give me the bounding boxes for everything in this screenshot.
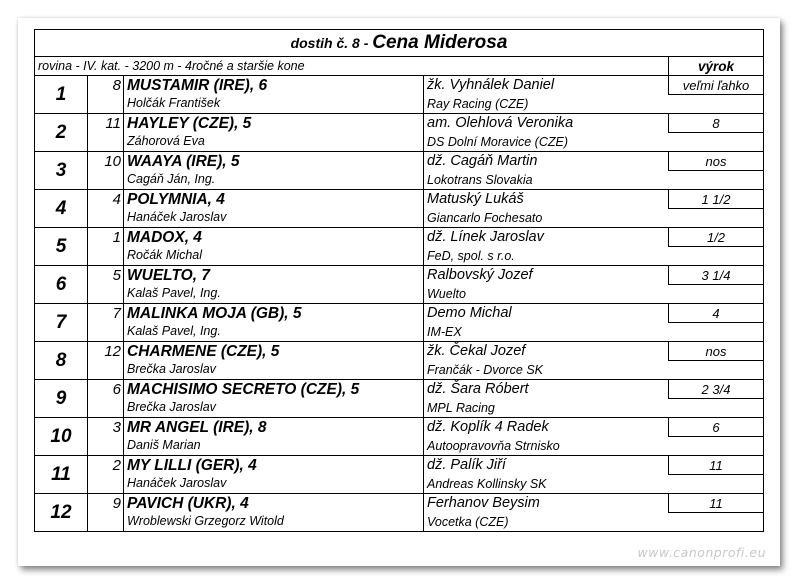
number-spacer — [88, 133, 124, 152]
horse-name: WAAYA (IRE), 5 — [124, 152, 424, 171]
jockey-name: dž. Cagáň Martin — [424, 152, 669, 171]
trainer-name: Daniš Marian — [124, 437, 424, 456]
place-cell: 5 — [35, 228, 88, 266]
horse-name: MACHISIMO SECRETO (CZE), 5 — [124, 380, 424, 399]
result-subrow — [35, 247, 764, 266]
result-subrow — [35, 437, 764, 456]
place-cell: 11 — [35, 456, 88, 494]
trainer-name: Kalaš Pavel, Ing. — [124, 285, 424, 304]
jockey-name: Demo Michal — [424, 304, 669, 323]
margin-value: veľmi ľahko — [669, 76, 764, 95]
jockey-name: žk. Vyhnálek Daniel — [424, 76, 669, 95]
start-number: 6 — [88, 380, 124, 399]
result-subrow — [35, 209, 764, 228]
number-spacer — [88, 361, 124, 380]
jockey-name: dž. Palík Jiří — [424, 456, 669, 475]
jockey-name: Matuský Lukáš — [424, 190, 669, 209]
horse-name: HAYLEY (CZE), 5 — [124, 114, 424, 133]
margin-value: nos — [669, 342, 764, 361]
owner-name: Wuelto — [424, 285, 764, 304]
margin-value: 2 3/4 — [669, 380, 764, 399]
race-conditions: rovina - IV. kat. - 3200 m - 4ročné a staršie kone — [35, 57, 669, 76]
result-subrow — [35, 513, 764, 532]
results-sheet — [18, 18, 780, 566]
horse-name: WUELTO, 7 — [124, 266, 424, 285]
place-cell: 3 — [35, 152, 88, 190]
result-row — [35, 190, 764, 209]
start-number: 8 — [88, 76, 124, 95]
number-spacer — [88, 209, 124, 228]
margin-value: 11 — [669, 494, 764, 513]
jockey-name: žk. Čekal Jozef — [424, 342, 669, 361]
number-spacer — [88, 323, 124, 342]
owner-name: Ray Racing (CZE) — [424, 95, 764, 114]
result-subrow — [35, 133, 764, 152]
start-number: 2 — [88, 456, 124, 475]
place-cell: 2 — [35, 114, 88, 152]
owner-name: Frančák - Dvorce SK — [424, 361, 764, 380]
start-number: 12 — [88, 342, 124, 361]
trainer-name: Ročák Michal — [124, 247, 424, 266]
place-cell: 4 — [35, 190, 88, 228]
jockey-name: dž. Koplík 4 Radek — [424, 418, 669, 437]
result-row — [35, 342, 764, 361]
place-cell: 7 — [35, 304, 88, 342]
result-row — [35, 456, 764, 475]
start-number: 3 — [88, 418, 124, 437]
margin-header: výrok — [669, 57, 764, 76]
start-number: 7 — [88, 304, 124, 323]
result-row — [35, 114, 764, 133]
number-spacer — [88, 247, 124, 266]
trainer-name: Záhorová Eva — [124, 133, 424, 152]
result-subrow — [35, 171, 764, 190]
jockey-name: dž. Línek Jaroslav — [424, 228, 669, 247]
horse-name: MUSTAMIR (IRE), 6 — [124, 76, 424, 95]
margin-value: 6 — [669, 418, 764, 437]
result-row — [35, 304, 764, 323]
trainer-name: Kalaš Pavel, Ing. — [124, 323, 424, 342]
margin-value: 11 — [669, 456, 764, 475]
owner-name: DS Dolní Moravice (CZE) — [424, 133, 764, 152]
margin-value: 8 — [669, 114, 764, 133]
result-subrow — [35, 399, 764, 418]
horse-name: MY LILLI (GER), 4 — [124, 456, 424, 475]
result-subrow — [35, 285, 764, 304]
start-number: 10 — [88, 152, 124, 171]
jockey-name: Ferhanov Beysim — [424, 494, 669, 513]
jockey-name: Ralbovský Jozef — [424, 266, 669, 285]
place-cell: 1 — [35, 76, 88, 114]
number-spacer — [88, 95, 124, 114]
jockey-name: dž. Šara Róbert — [424, 380, 669, 399]
title-row — [35, 30, 764, 57]
owner-name: IM-EX — [424, 323, 764, 342]
start-number: 9 — [88, 494, 124, 513]
result-subrow — [35, 95, 764, 114]
number-spacer — [88, 171, 124, 190]
margin-value: 4 — [669, 304, 764, 323]
place-cell: 8 — [35, 342, 88, 380]
trainer-name: Brečka Jaroslav — [124, 399, 424, 418]
margin-value: 1 1/2 — [669, 190, 764, 209]
number-spacer — [88, 399, 124, 418]
result-row — [35, 76, 764, 95]
start-number: 11 — [88, 114, 124, 133]
result-subrow — [35, 475, 764, 494]
owner-name: Autoopravovňa Strnisko — [424, 437, 764, 456]
horse-name: MR ANGEL (IRE), 8 — [124, 418, 424, 437]
start-number: 5 — [88, 266, 124, 285]
trainer-name: Hanáček Jaroslav — [124, 209, 424, 228]
horse-name: MADOX, 4 — [124, 228, 424, 247]
race-title-name: Cena Miderosa — [372, 32, 508, 53]
horse-name: MALINKA MOJA (GB), 5 — [124, 304, 424, 323]
place-cell: 6 — [35, 266, 88, 304]
margin-value: 3 1/4 — [669, 266, 764, 285]
watermark: www.canonprofi.eu — [637, 545, 766, 560]
owner-name: Giancarlo Fochesato — [424, 209, 764, 228]
result-row — [35, 152, 764, 171]
place-cell: 9 — [35, 380, 88, 418]
result-subrow — [35, 361, 764, 380]
start-number: 4 — [88, 190, 124, 209]
number-spacer — [88, 285, 124, 304]
number-spacer — [88, 437, 124, 456]
place-cell: 10 — [35, 418, 88, 456]
margin-value: nos — [669, 152, 764, 171]
place-cell: 12 — [35, 494, 88, 532]
results-table — [34, 29, 764, 532]
start-number: 1 — [88, 228, 124, 247]
race-title — [35, 30, 764, 57]
horse-name: CHARMENE (CZE), 5 — [124, 342, 424, 361]
owner-name: FeD, spol. s r.o. — [424, 247, 764, 266]
result-row — [35, 228, 764, 247]
conditions-row — [35, 57, 764, 76]
trainer-name: Brečka Jaroslav — [124, 361, 424, 380]
trainer-name: Holčák František — [124, 95, 424, 114]
owner-name: Vocetka (CZE) — [424, 513, 764, 532]
owner-name: MPL Racing — [424, 399, 764, 418]
jockey-name: am. Olehlová Veronika — [424, 114, 669, 133]
trainer-name: Hanáček Jaroslav — [124, 475, 424, 494]
horse-name: POLYMNIA, 4 — [124, 190, 424, 209]
result-row — [35, 418, 764, 437]
margin-value: 1/2 — [669, 228, 764, 247]
result-row — [35, 494, 764, 513]
owner-name: Lokotrans Slovakia — [424, 171, 764, 190]
result-row — [35, 266, 764, 285]
trainer-name: Cagáň Ján, Ing. — [124, 171, 424, 190]
trainer-name: Wroblewski Grzegorz Witold — [124, 513, 424, 532]
result-subrow — [35, 323, 764, 342]
owner-name: Andreas Kollinsky SK — [424, 475, 764, 494]
number-spacer — [88, 475, 124, 494]
result-row — [35, 380, 764, 399]
number-spacer — [88, 513, 124, 532]
horse-name: PAVICH (UKR), 4 — [124, 494, 424, 513]
race-title-prefix: dostih č. 8 - — [290, 35, 373, 51]
